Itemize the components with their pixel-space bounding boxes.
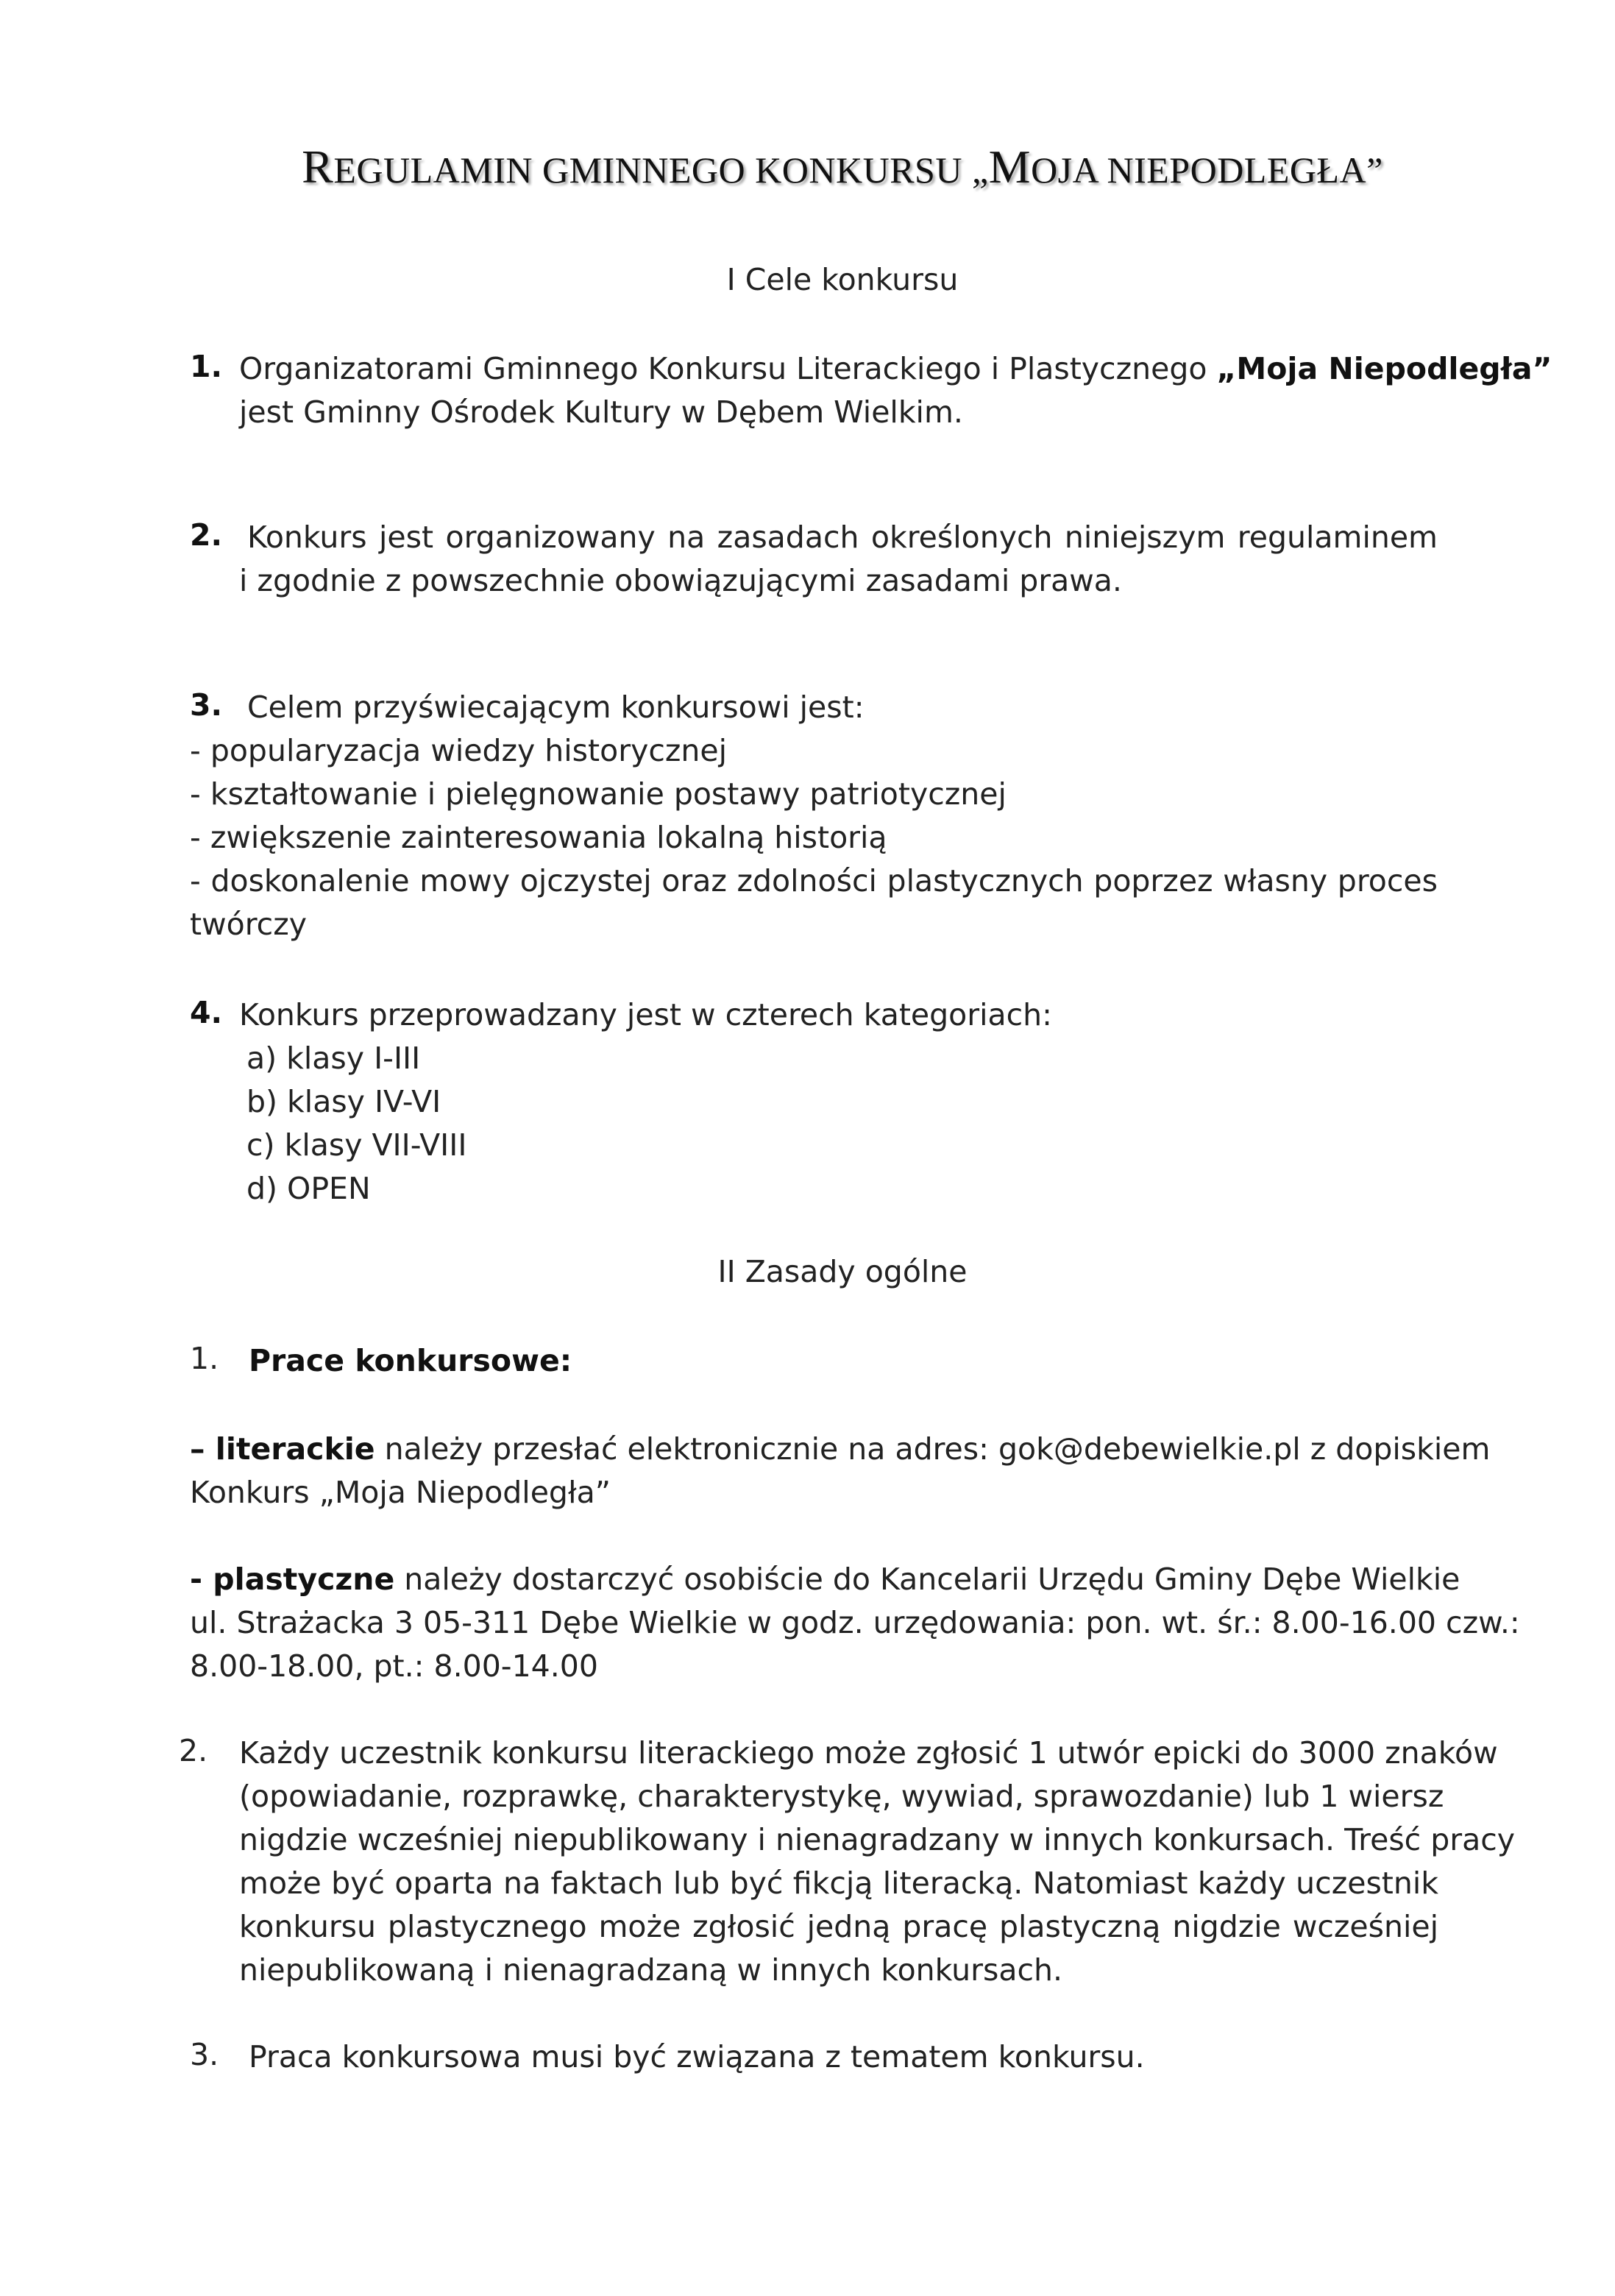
- section-heading-zasady: II Zasady ogólne: [717, 1254, 968, 1289]
- literary-line-1: – literackie należy przesłać elektronicznie na adres: gok@debewielkie.pl z dopiskiem: [190, 1431, 1491, 1467]
- goal-bullet-continuation: twórczy: [190, 907, 307, 942]
- art-line-2: ul. Strażacka 3 05-311 Dębe Wielkie w godz. urzędowania: pon. wt. śr.: 8.00-16.00 czw.:: [190, 1605, 1520, 1640]
- art-line-1: - plastyczne należy dostarczyć osobiście do Kancelarii Urzędu Gminy Dębe Wielkie: [190, 1562, 1460, 1597]
- category-item: a) klasy I-III: [246, 1041, 421, 1076]
- item-number: 1.: [190, 349, 223, 384]
- works-title: Prace konkursowe:: [249, 1343, 572, 1378]
- item-1-line-2: jest Gminny Ośrodek Kultury w Dębem Wielkim.: [239, 394, 963, 430]
- item-number: 4.: [190, 995, 223, 1030]
- item-2-line-1: Konkurs jest organizowany na zasadach określonych niniejszym regulaminem: [247, 520, 1438, 555]
- goal-bullet: - doskonalenie mowy ojczystej oraz zdolności plastycznych poprzez własny proces: [190, 863, 1438, 899]
- goal-bullet: - popularyzacja wiedzy historycznej: [190, 733, 727, 768]
- item-number: 2.: [179, 1733, 208, 1768]
- item-number: 3.: [190, 2037, 219, 2072]
- art-line-3: 8.00-18.00, pt.: 8.00-14.00: [190, 1648, 598, 1684]
- rule-2-line: może być oparta na faktach lub być fikcją literacką. Natomiast każdy uczestnik: [239, 1866, 1438, 1901]
- goal-bullet: - zwiększenie zainteresowania lokalną historią: [190, 820, 887, 855]
- category-item: c) klasy VII-VIII: [246, 1127, 467, 1163]
- item-number: 2.: [190, 517, 223, 553]
- item-number: 1.: [190, 1341, 219, 1376]
- section-heading-cele: I Cele konkursu: [726, 262, 959, 297]
- rule-3-text: Praca konkursowa musi być związana z tematem konkursu.: [249, 2039, 1145, 2074]
- item-4-line-1: Konkurs przeprowadzany jest w czterech kategoriach:: [239, 997, 1052, 1032]
- rule-2-line: konkursu plastycznego może zgłosić jedną pracę plastyczną nigdzie wcześniej: [239, 1909, 1438, 1944]
- rule-2-line: nigdzie wcześniej niepublikowany i nienagradzany w innych konkursach. Treść pracy: [239, 1822, 1516, 1857]
- rule-2-line: Każdy uczestnik konkursu literackiego może zgłosić 1 utwór epicki do 3000 znaków: [239, 1735, 1498, 1771]
- literary-line-2: Konkurs „Moja Niepodległa”: [190, 1475, 611, 1510]
- category-item: d) OPEN: [246, 1171, 371, 1206]
- category-item: b) klasy IV-VI: [246, 1084, 441, 1119]
- goal-bullet: - kształtowanie i pielęgnowanie postawy patriotycznej: [190, 776, 1007, 812]
- rule-2-line: niepublikowaną i nienagradzaną w innych konkursach.: [239, 1952, 1063, 1988]
- document-title: REGULAMIN GMINNEGO KONKURSU „MOJA NIEPODLEGŁA”: [302, 141, 1383, 193]
- item-number: 3.: [190, 687, 223, 723]
- item-2-line-2: i zgodnie z powszechnie obowiązującymi zasadami prawa.: [239, 563, 1122, 598]
- rule-2-line: (opowiadanie, rozprawkę, charakterystykę, wywiad, sprawozdanie) lub 1 wiersz: [239, 1779, 1444, 1814]
- item-3-line-1: Celem przyświecającym konkursowi jest:: [247, 690, 865, 725]
- item-1-line-1: Organizatorami Gminnego Konkursu Literackiego i Plastycznego „Moja Niepodległa”: [239, 351, 1552, 386]
